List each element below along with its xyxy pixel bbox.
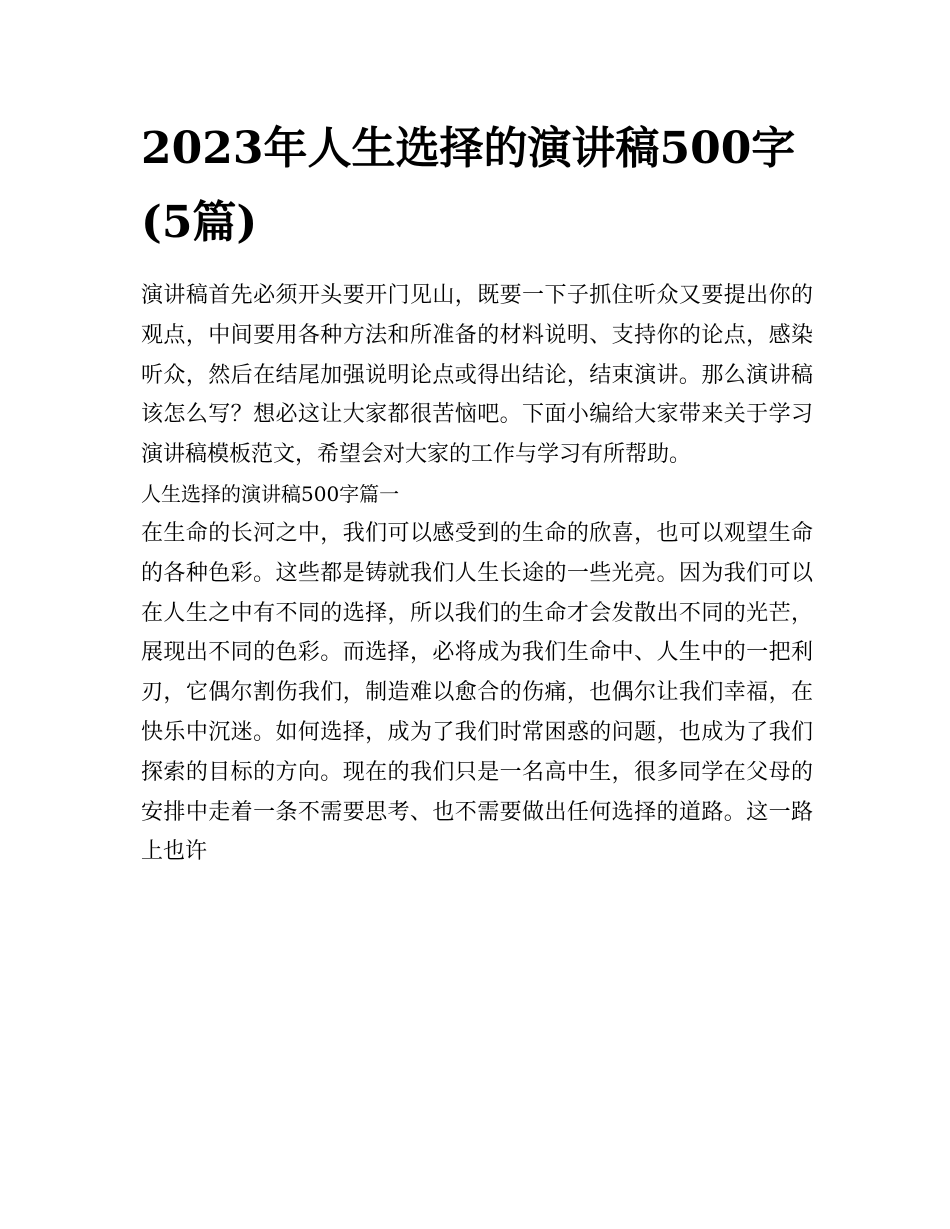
section-heading: 人生选择的演讲稿500字篇一 xyxy=(141,481,400,506)
document-title: 2023年人生选择的演讲稿500字(5篇) xyxy=(141,123,796,248)
body-paragraph: 在生命的长河之中，我们可以感受到的生命的欣喜，也可以观望生命的各种色彩。这些都是铸就我们人生长途的一些光亮。因为我们可以在人生之中有不同的选择，所以我们的生命才会发散出不同的光芒，展现出不同的色彩。而选择，必将成为我们生命中、人生中的一把利刃，它偶尔割伤我们，制造难以愈合的伤痛，也偶尔让我们幸福，在快乐中沉迷。如何选择，成为了我们时常困惑的问题，也成为了我们探索的目标的方向。现在的我们只是一名高中生，很多同学在父母的安排中走着一条不需要思考、也不需要做出任何选择的道路。这一路上也许 xyxy=(141,520,813,865)
intro-paragraph: 演讲稿首先必须开头要开门见山，既要一下子抓住听众又要提出你的观点，中间要用各种方法和所准备的材料说明、支持你的论点，感染听众，然后在结尾加强说明论点或得出结论，结束演讲。那么演讲稿该怎么写？想必这让大家都很苦恼吧。下面小编给大家带来关于学习演讲稿模板范文，希望会对大家的工作与学习有所帮助。 xyxy=(141,283,813,468)
document-content xyxy=(141,112,813,872)
